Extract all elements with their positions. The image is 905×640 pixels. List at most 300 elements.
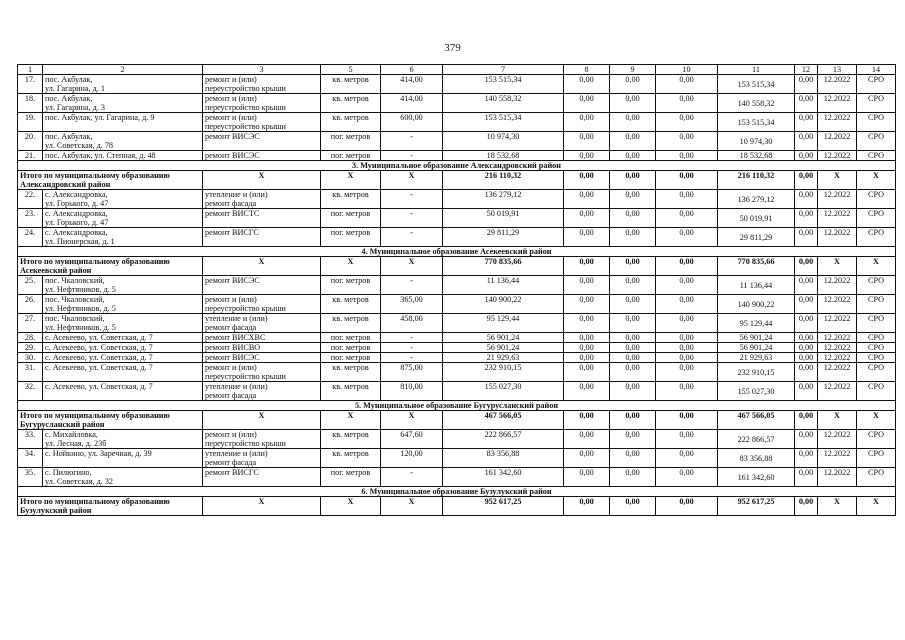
table-cell: 0,00 (656, 363, 718, 382)
table-cell: 647,60 (381, 430, 443, 449)
table-cell: 0,00 (656, 295, 718, 314)
table-cell: 0,00 (564, 94, 610, 113)
table-cell: 32. (18, 382, 43, 401)
table-cell: СРО (857, 209, 896, 228)
total-cell: 0,00 (656, 411, 718, 430)
table-cell: 17. (18, 75, 43, 94)
table-cell: 12.2022 (818, 209, 857, 228)
table-cell: ремонт ВИСЭС (203, 353, 321, 363)
table-cell: 0,00 (795, 75, 818, 94)
table-cell: 35. (18, 468, 43, 487)
table-cell: 0,00 (564, 75, 610, 94)
table-cell: 0,00 (656, 228, 718, 247)
table-cell: 26. (18, 295, 43, 314)
table-cell: - (381, 343, 443, 353)
table-cell: 0,00 (610, 343, 656, 353)
total-cell: X (203, 171, 321, 190)
table-cell: с. Асекеево, ул. Советская, д. 7 (43, 343, 203, 353)
table-cell: 12.2022 (818, 190, 857, 209)
table-cell: 12.2022 (818, 314, 857, 333)
table-row (18, 353, 896, 363)
table-cell: СРО (857, 132, 896, 151)
table-cell: 31. (18, 363, 43, 382)
column-number: 3 (203, 65, 321, 75)
table-cell: 120,00 (381, 449, 443, 468)
table-cell: 12.2022 (818, 132, 857, 151)
table-cell: 0,00 (795, 151, 818, 161)
table-cell: 11 136,44 (443, 276, 564, 295)
table-cell: 222 866,57 (443, 430, 564, 449)
table-cell: кв. метров (321, 295, 381, 314)
table-cell: 34. (18, 449, 43, 468)
table-cell: пог. метров (321, 353, 381, 363)
table-cell: 95 129,44 (443, 314, 564, 333)
table-cell: ремонт ВИСГС (203, 468, 321, 487)
total-cell: 0,00 (610, 171, 656, 190)
table-cell: 0,00 (795, 343, 818, 353)
table-row (18, 276, 896, 295)
total-cell: X (381, 257, 443, 276)
table-cell: утепление и (или) ремонт фасада (203, 449, 321, 468)
table-cell: 0,00 (795, 468, 818, 487)
total-cell: 0,00 (656, 171, 718, 190)
table-cell: СРО (857, 382, 896, 401)
column-number: 5 (321, 65, 381, 75)
table-row (18, 430, 896, 449)
table-cell: 12.2022 (818, 113, 857, 132)
table-row (18, 343, 896, 353)
table-cell: 0,00 (610, 276, 656, 295)
table-row (18, 209, 896, 228)
table-cell: 0,00 (795, 228, 818, 247)
table-cell: СРО (857, 343, 896, 353)
table-cell: 0,00 (564, 333, 610, 343)
total-cell: 0,00 (795, 257, 818, 276)
column-number: 10 (656, 65, 718, 75)
table-cell: - (381, 151, 443, 161)
table-cell: 0,00 (610, 151, 656, 161)
total-label: Итого по муниципальному образованию Александровский район (18, 171, 203, 190)
table-cell: 0,00 (610, 228, 656, 247)
table-cell: кв. метров (321, 113, 381, 132)
table-cell: 50 019,91 (718, 209, 795, 228)
total-cell: X (818, 171, 857, 190)
table-cell: кв. метров (321, 430, 381, 449)
table-cell: 458,00 (381, 314, 443, 333)
table-cell: ремонт ВИСВО (203, 343, 321, 353)
total-cell: 0,00 (795, 171, 818, 190)
table-cell: - (381, 132, 443, 151)
total-cell: X (321, 411, 381, 430)
table-cell: 12.2022 (818, 75, 857, 94)
table-cell: 0,00 (656, 132, 718, 151)
table-cell: 0,00 (795, 333, 818, 343)
table-row (18, 363, 896, 382)
total-cell: 0,00 (564, 257, 610, 276)
table-cell: 0,00 (656, 382, 718, 401)
total-cell: 770 835,66 (718, 257, 795, 276)
table-cell: 0,00 (795, 295, 818, 314)
table-cell: 0,00 (795, 353, 818, 363)
table-cell: 875,00 (381, 363, 443, 382)
table-cell: 12.2022 (818, 363, 857, 382)
total-label: Итого по муниципальному образованию Бугурусланский район (18, 411, 203, 430)
table-cell: ремонт и (или) переустройство крыши (203, 94, 321, 113)
table-cell: 24. (18, 228, 43, 247)
table-cell: 23. (18, 209, 43, 228)
table-cell: СРО (857, 190, 896, 209)
table-cell: 0,00 (610, 132, 656, 151)
total-cell: X (818, 497, 857, 516)
table-cell: 0,00 (795, 190, 818, 209)
table-cell: 12.2022 (818, 295, 857, 314)
total-cell: 0,00 (656, 257, 718, 276)
table-cell: 0,00 (656, 94, 718, 113)
table-cell: 0,00 (610, 209, 656, 228)
total-cell: 0,00 (610, 257, 656, 276)
table-cell: ремонт ВИСЭС (203, 276, 321, 295)
table-cell: 0,00 (795, 382, 818, 401)
total-cell: X (381, 171, 443, 190)
table-cell: пог. метров (321, 468, 381, 487)
table-cell: 12.2022 (818, 276, 857, 295)
table-cell: 600,00 (381, 113, 443, 132)
table-cell: 21 929,63 (718, 353, 795, 363)
table-cell: 12.2022 (818, 343, 857, 353)
total-cell: 952 617,25 (443, 497, 564, 516)
table-cell: 232 910,15 (718, 363, 795, 382)
table-cell: 95 129,44 (718, 314, 795, 333)
column-number-row (18, 65, 896, 75)
section-heading: 5. Муниципальное образование Бугурусланский район (18, 401, 896, 411)
column-number: 14 (857, 65, 896, 75)
table-cell: 0,00 (610, 295, 656, 314)
table-cell: 136 279,12 (443, 190, 564, 209)
table-cell: 12.2022 (818, 228, 857, 247)
table-cell: 29. (18, 343, 43, 353)
table-cell: 0,00 (564, 449, 610, 468)
table-cell: 0,00 (795, 276, 818, 295)
table-cell: с. Асекеево, ул. Советская, д. 7 (43, 353, 203, 363)
table-cell: 161 342,60 (443, 468, 564, 487)
table-row (18, 228, 896, 247)
table-cell: 155 027,30 (443, 382, 564, 401)
table-cell: пос. Акбулак, ул. Советская, д. 78 (43, 132, 203, 151)
table-cell: пог. метров (321, 132, 381, 151)
table-cell: СРО (857, 363, 896, 382)
table-cell: СРО (857, 276, 896, 295)
table-row (18, 94, 896, 113)
table-cell: 12.2022 (818, 151, 857, 161)
table-cell: 0,00 (564, 113, 610, 132)
table-cell: ремонт и (или) переустройство крыши (203, 113, 321, 132)
total-cell: X (857, 411, 896, 430)
section-heading-row (18, 487, 896, 497)
municipal-total-row (18, 497, 896, 516)
total-cell: 0,00 (610, 497, 656, 516)
table-cell: 810,00 (381, 382, 443, 401)
table-cell: ремонт ВИСТС (203, 209, 321, 228)
table-cell: - (381, 333, 443, 343)
section-heading: 4. Муниципальное образование Асекеевский район (18, 247, 896, 257)
table-cell: 0,00 (795, 209, 818, 228)
table-cell: с. Александровка, ул. Горького, д. 47 (43, 209, 203, 228)
total-cell: 0,00 (795, 411, 818, 430)
table-cell: 0,00 (656, 314, 718, 333)
table-cell: с. Михайловка, ул. Лесная, д. 23б (43, 430, 203, 449)
total-cell: 0,00 (564, 411, 610, 430)
table-cell: 0,00 (564, 343, 610, 353)
column-number: 13 (818, 65, 857, 75)
table-cell: 0,00 (564, 363, 610, 382)
table-cell: 0,00 (610, 314, 656, 333)
table-cell: ремонт и (или) переустройство крыши (203, 430, 321, 449)
table-cell: с. Пилюгино, ул. Советская, д. 32 (43, 468, 203, 487)
municipal-total-row (18, 171, 896, 190)
table-cell: ремонт и (или) переустройство крыши (203, 363, 321, 382)
table-cell: 29 811,29 (718, 228, 795, 247)
table-cell: СРО (857, 228, 896, 247)
table-cell: 414,00 (381, 94, 443, 113)
table-row (18, 449, 896, 468)
table-cell: с. Асекеево, ул. Советская, д. 7 (43, 363, 203, 382)
column-number: 2 (43, 65, 203, 75)
table-cell: 0,00 (564, 276, 610, 295)
section-heading-row (18, 401, 896, 411)
table-cell: 0,00 (656, 449, 718, 468)
total-cell: 467 566,05 (443, 411, 564, 430)
table-cell: пог. метров (321, 228, 381, 247)
table-cell: - (381, 276, 443, 295)
table-cell: 232 910,15 (443, 363, 564, 382)
table-cell: кв. метров (321, 190, 381, 209)
table-cell: пог. метров (321, 333, 381, 343)
table-cell: 0,00 (564, 430, 610, 449)
table-cell: 19. (18, 113, 43, 132)
section-heading: 6. Муниципальное образование Бузулукский район (18, 487, 896, 497)
table-cell: СРО (857, 314, 896, 333)
table-cell: 12.2022 (818, 382, 857, 401)
table-cell: пос. Акбулак, ул. Гагарина, д. 3 (43, 94, 203, 113)
table-cell: СРО (857, 75, 896, 94)
table-cell: 0,00 (656, 333, 718, 343)
column-number: 11 (718, 65, 795, 75)
table-cell: СРО (857, 295, 896, 314)
total-cell: 0,00 (795, 497, 818, 516)
table-cell: 83 356,88 (718, 449, 795, 468)
table-cell: кв. метров (321, 382, 381, 401)
table-cell: 0,00 (564, 382, 610, 401)
table-cell: 12.2022 (818, 94, 857, 113)
table-cell: с. Асекеево, ул. Советская, д. 7 (43, 382, 203, 401)
column-number: 9 (610, 65, 656, 75)
table-cell: 18 532,68 (718, 151, 795, 161)
table-cell: СРО (857, 333, 896, 343)
table-cell: с. Нойкино, ул. Заречная, д. 39 (43, 449, 203, 468)
table-cell: 0,00 (795, 94, 818, 113)
total-cell: X (857, 497, 896, 516)
table-cell: 0,00 (610, 449, 656, 468)
total-cell: 0,00 (564, 497, 610, 516)
total-cell: X (203, 497, 321, 516)
table-cell: пог. метров (321, 209, 381, 228)
table-cell: СРО (857, 468, 896, 487)
table-cell: 12.2022 (818, 430, 857, 449)
total-cell: X (818, 257, 857, 276)
table-row (18, 132, 896, 151)
table-cell: 0,00 (795, 430, 818, 449)
table-row (18, 333, 896, 343)
table-cell: 0,00 (610, 430, 656, 449)
table-cell: СРО (857, 151, 896, 161)
table-cell: 0,00 (564, 295, 610, 314)
table-cell: 140 900,22 (718, 295, 795, 314)
total-cell: X (203, 257, 321, 276)
section-heading: 3. Муниципальное образование Александровский район (18, 161, 896, 171)
table-cell: 0,00 (795, 363, 818, 382)
table-cell: пог. метров (321, 276, 381, 295)
table-cell: 20. (18, 132, 43, 151)
table-cell: 153 515,34 (718, 113, 795, 132)
table-cell: 0,00 (564, 468, 610, 487)
table-cell: ремонт и (или) переустройство крыши (203, 295, 321, 314)
table-cell: кв. метров (321, 449, 381, 468)
table-cell: пос. Чкаловский, ул. Нефтяников, д. 5 (43, 276, 203, 295)
table-cell: 83 356,88 (443, 449, 564, 468)
table-cell: 222 866,57 (718, 430, 795, 449)
table-cell: 153 515,34 (718, 75, 795, 94)
table-cell: 11 136,44 (718, 276, 795, 295)
table-row (18, 190, 896, 209)
total-cell: 467 566,05 (718, 411, 795, 430)
table-cell: 0,00 (656, 113, 718, 132)
total-cell: X (203, 411, 321, 430)
total-cell: X (857, 257, 896, 276)
table-cell: - (381, 353, 443, 363)
table-cell: 0,00 (564, 132, 610, 151)
table-cell: пос. Акбулак, ул. Гагарина, д. 9 (43, 113, 203, 132)
table-row (18, 295, 896, 314)
table-cell: ремонт ВИСГС (203, 228, 321, 247)
table-cell: 0,00 (564, 314, 610, 333)
total-cell: X (857, 171, 896, 190)
table-cell: пог. метров (321, 343, 381, 353)
column-number: 1 (18, 65, 43, 75)
table-cell: кв. метров (321, 75, 381, 94)
table-cell: 0,00 (656, 468, 718, 487)
table-row (18, 75, 896, 94)
table-cell: 18. (18, 94, 43, 113)
table-cell: - (381, 190, 443, 209)
table-cell: 12.2022 (818, 468, 857, 487)
table-cell: 140 558,32 (443, 94, 564, 113)
table-cell: 153 515,34 (443, 75, 564, 94)
table-cell: 161 342,60 (718, 468, 795, 487)
table-cell: утепление и (или) ремонт фасада (203, 382, 321, 401)
table-cell: СРО (857, 113, 896, 132)
table-cell: 10 974,30 (718, 132, 795, 151)
table-cell: пос. Акбулак, ул. Степная, д. 48 (43, 151, 203, 161)
total-cell: 216 110,32 (718, 171, 795, 190)
table-cell: 0,00 (795, 113, 818, 132)
total-cell: X (381, 497, 443, 516)
table-cell: кв. метров (321, 314, 381, 333)
table-cell: 0,00 (610, 363, 656, 382)
table-cell: 0,00 (610, 353, 656, 363)
table-cell: утепление и (или) ремонт фасада (203, 314, 321, 333)
table-cell: 0,00 (564, 353, 610, 363)
table-row (18, 151, 896, 161)
table-cell: ремонт ВИСЭС (203, 132, 321, 151)
table-cell: ремонт и (или) переустройство крыши (203, 75, 321, 94)
municipal-total-row (18, 411, 896, 430)
table-cell: 10 974,30 (443, 132, 564, 151)
table-row (18, 382, 896, 401)
table-cell: 0,00 (795, 449, 818, 468)
table-cell: 56 901,24 (718, 333, 795, 343)
table-cell: 56 901,24 (443, 333, 564, 343)
table-cell: 0,00 (610, 94, 656, 113)
table-cell: пос. Чкаловский, ул. Нефтяников, д. 5 (43, 295, 203, 314)
table-cell: 12.2022 (818, 449, 857, 468)
total-cell: X (321, 257, 381, 276)
table-cell: 0,00 (795, 132, 818, 151)
table-cell: 0,00 (610, 190, 656, 209)
table-cell: 0,00 (656, 430, 718, 449)
total-cell: X (381, 411, 443, 430)
table-cell: 140 558,32 (718, 94, 795, 113)
table-cell: 0,00 (564, 190, 610, 209)
table-cell: с. Александровка, ул. Пионерская, д. 1 (43, 228, 203, 247)
table-cell: 0,00 (610, 468, 656, 487)
table-cell: 29 811,29 (443, 228, 564, 247)
total-cell: 770 835,66 (443, 257, 564, 276)
table-cell: 0,00 (656, 276, 718, 295)
table-cell: 27. (18, 314, 43, 333)
table-cell: утепление и (или) ремонт фасада (203, 190, 321, 209)
table-cell: 0,00 (610, 113, 656, 132)
table-cell: СРО (857, 430, 896, 449)
total-cell: 216 110,32 (443, 171, 564, 190)
capital-repair-table (17, 64, 896, 516)
table-cell: 0,00 (656, 343, 718, 353)
table-cell: с. Асекеево, ул. Советская, д. 7 (43, 333, 203, 343)
table-cell: 140 900,22 (443, 295, 564, 314)
table-cell: - (381, 468, 443, 487)
table-cell: 0,00 (656, 190, 718, 209)
table-cell: ремонт ВИСЭС (203, 151, 321, 161)
table-cell: 50 019,91 (443, 209, 564, 228)
table-cell: 0,00 (656, 151, 718, 161)
municipal-total-row (18, 257, 896, 276)
table-cell: пос. Акбулак, ул. Гагарина, д. 1 (43, 75, 203, 94)
table-cell: 0,00 (610, 333, 656, 343)
column-number: 7 (443, 65, 564, 75)
table-cell: - (381, 209, 443, 228)
table-cell: 414,00 (381, 75, 443, 94)
table-cell: кв. метров (321, 94, 381, 113)
table-cell: 21 929,63 (443, 353, 564, 363)
table-cell: 56 901,24 (718, 343, 795, 353)
column-number: 12 (795, 65, 818, 75)
table-cell: 0,00 (610, 382, 656, 401)
table-cell: 28. (18, 333, 43, 343)
table-cell: СРО (857, 449, 896, 468)
total-cell: 0,00 (564, 171, 610, 190)
table-cell: 136 279,12 (718, 190, 795, 209)
table-cell: кв. метров (321, 363, 381, 382)
table-cell: 18 532,68 (443, 151, 564, 161)
